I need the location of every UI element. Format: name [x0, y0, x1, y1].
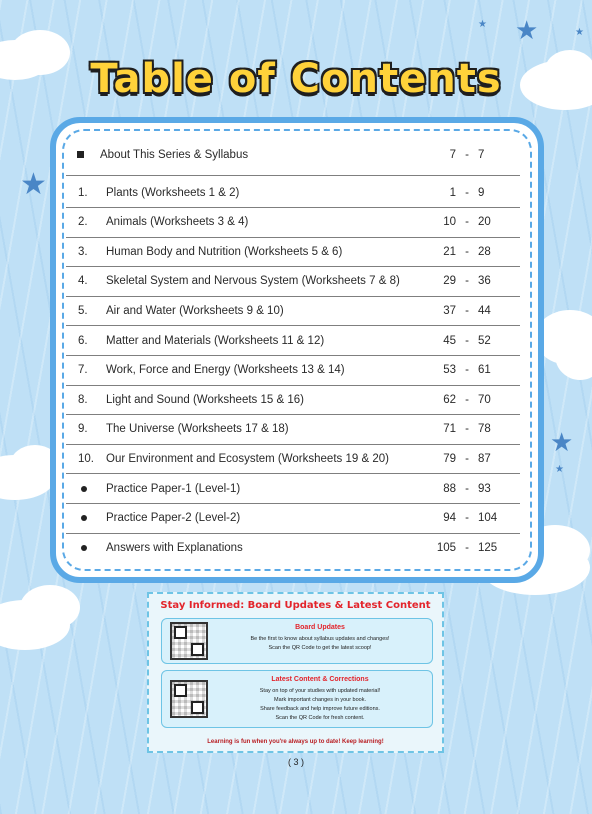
toc-number: 3. — [78, 245, 88, 258]
cloud-shape — [555, 330, 592, 380]
info-box — [147, 592, 444, 753]
toc-pages: 105 - 125 — [436, 541, 498, 554]
toc-pages: 37 - 44 — [443, 304, 491, 317]
toc-number: 5. — [78, 304, 88, 317]
star-icon: ★ — [20, 167, 47, 202]
toc-row — [66, 267, 520, 297]
toc-pages: 94 - 104 — [443, 512, 498, 525]
toc-row — [66, 178, 520, 208]
qr-code-icon[interactable] — [170, 680, 208, 718]
toc-pages: 62 - 70 — [443, 393, 491, 406]
bullet-icon — [81, 515, 87, 521]
toc-pages: 10 - 20 — [443, 216, 491, 229]
board-updates-heading: Board Updates — [295, 624, 345, 631]
toc-pages: 71 - 78 — [443, 423, 491, 436]
toc-number: 1. — [78, 186, 88, 199]
toc-label: Air and Water (Worksheets 9 & 10) — [106, 304, 284, 317]
toc-pages: 29 - 36 — [443, 275, 491, 288]
info-title: Stay Informed: Board Updates & Latest Content — [160, 600, 431, 611]
star-icon: ★ — [575, 27, 584, 38]
toc-pages: 88 - 93 — [443, 482, 491, 495]
toc-row — [66, 385, 520, 415]
toc-number: 4. — [78, 275, 88, 288]
toc-row — [66, 474, 520, 504]
toc-label: Animals (Worksheets 3 & 4) — [106, 216, 249, 229]
toc-row — [66, 356, 520, 386]
toc-row — [66, 296, 520, 326]
info-footer: Learning is fun when you're always up to date! Keep learning! — [207, 739, 384, 745]
toc-number: 8. — [78, 393, 88, 406]
toc-row — [66, 533, 520, 562]
toc-pages: 53 - 61 — [443, 364, 491, 377]
toc-row — [66, 208, 520, 238]
toc-pages: 1 - 9 — [449, 186, 485, 199]
toc-pages: 7 - 7 — [449, 148, 485, 161]
toc-number: 10. — [78, 452, 94, 465]
page-number: ( 3 ) — [287, 757, 304, 767]
latest-content-box: Latest Content & Corrections Stay on top of your studies with updated material! Mark important changes in your book. Share feedback and help improve future editions. Scan the QR Code for fresh content. — [161, 670, 433, 728]
toc-label: Human Body and Nutrition (Worksheets 5 & 6) — [106, 245, 343, 258]
toc-row — [66, 415, 520, 445]
star-icon: ★ — [555, 464, 564, 475]
latest-content-heading: Latest Content & Corrections — [271, 676, 369, 683]
toc-row — [66, 140, 520, 169]
toc-row — [66, 444, 520, 474]
toc-pages: 21 - 28 — [443, 245, 491, 258]
toc-pages: 45 - 52 — [443, 334, 491, 347]
star-icon: ★ — [515, 16, 539, 46]
star-icon: ★ — [478, 19, 487, 30]
toc-label: Skeletal System and Nervous System (Worksheets 7 & 8) — [106, 275, 400, 288]
toc-number: 2. — [78, 216, 88, 229]
toc-number: 7. — [78, 364, 88, 377]
toc-label: Matter and Materials (Worksheets 11 & 12) — [106, 334, 325, 347]
board-updates-box: Board Updates Be the first to know about syllabus updates and changes! Scan the QR Code to get the latest scoop! — [161, 618, 433, 664]
toc-number: 9. — [78, 423, 88, 436]
toc-label: About This Series & Syllabus — [100, 148, 249, 161]
toc-label: Plants (Worksheets 1 & 2) — [106, 186, 240, 199]
cloud-shape — [20, 585, 80, 630]
toc-label: The Universe (Worksheets 17 & 18) — [106, 423, 289, 436]
toc-label: Answers with Explanations — [106, 541, 243, 554]
bullet-icon — [81, 486, 87, 492]
toc-label: Light and Sound (Worksheets 15 & 16) — [106, 393, 304, 406]
toc-pages: 79 - 87 — [443, 452, 491, 465]
page-title: Table of Contents — [90, 56, 502, 102]
toc-row — [66, 504, 520, 534]
toc-label: Practice Paper-1 (Level-1) — [106, 482, 241, 495]
qr-code-icon[interactable] — [170, 622, 208, 660]
toc-row — [66, 326, 520, 356]
toc-label: Our Environment and Ecosystem (Worksheets 19 & 20) — [106, 452, 389, 465]
separator — [66, 175, 520, 176]
toc-row — [66, 237, 520, 267]
star-icon: ★ — [550, 428, 574, 458]
toc-number: 6. — [78, 334, 88, 347]
toc-label: Practice Paper-2 (Level-2) — [106, 512, 241, 525]
bullet-icon — [81, 545, 87, 551]
square-bullet-icon — [77, 151, 84, 158]
toc-label: Work, Force and Energy (Worksheets 13 & 14) — [106, 364, 345, 377]
